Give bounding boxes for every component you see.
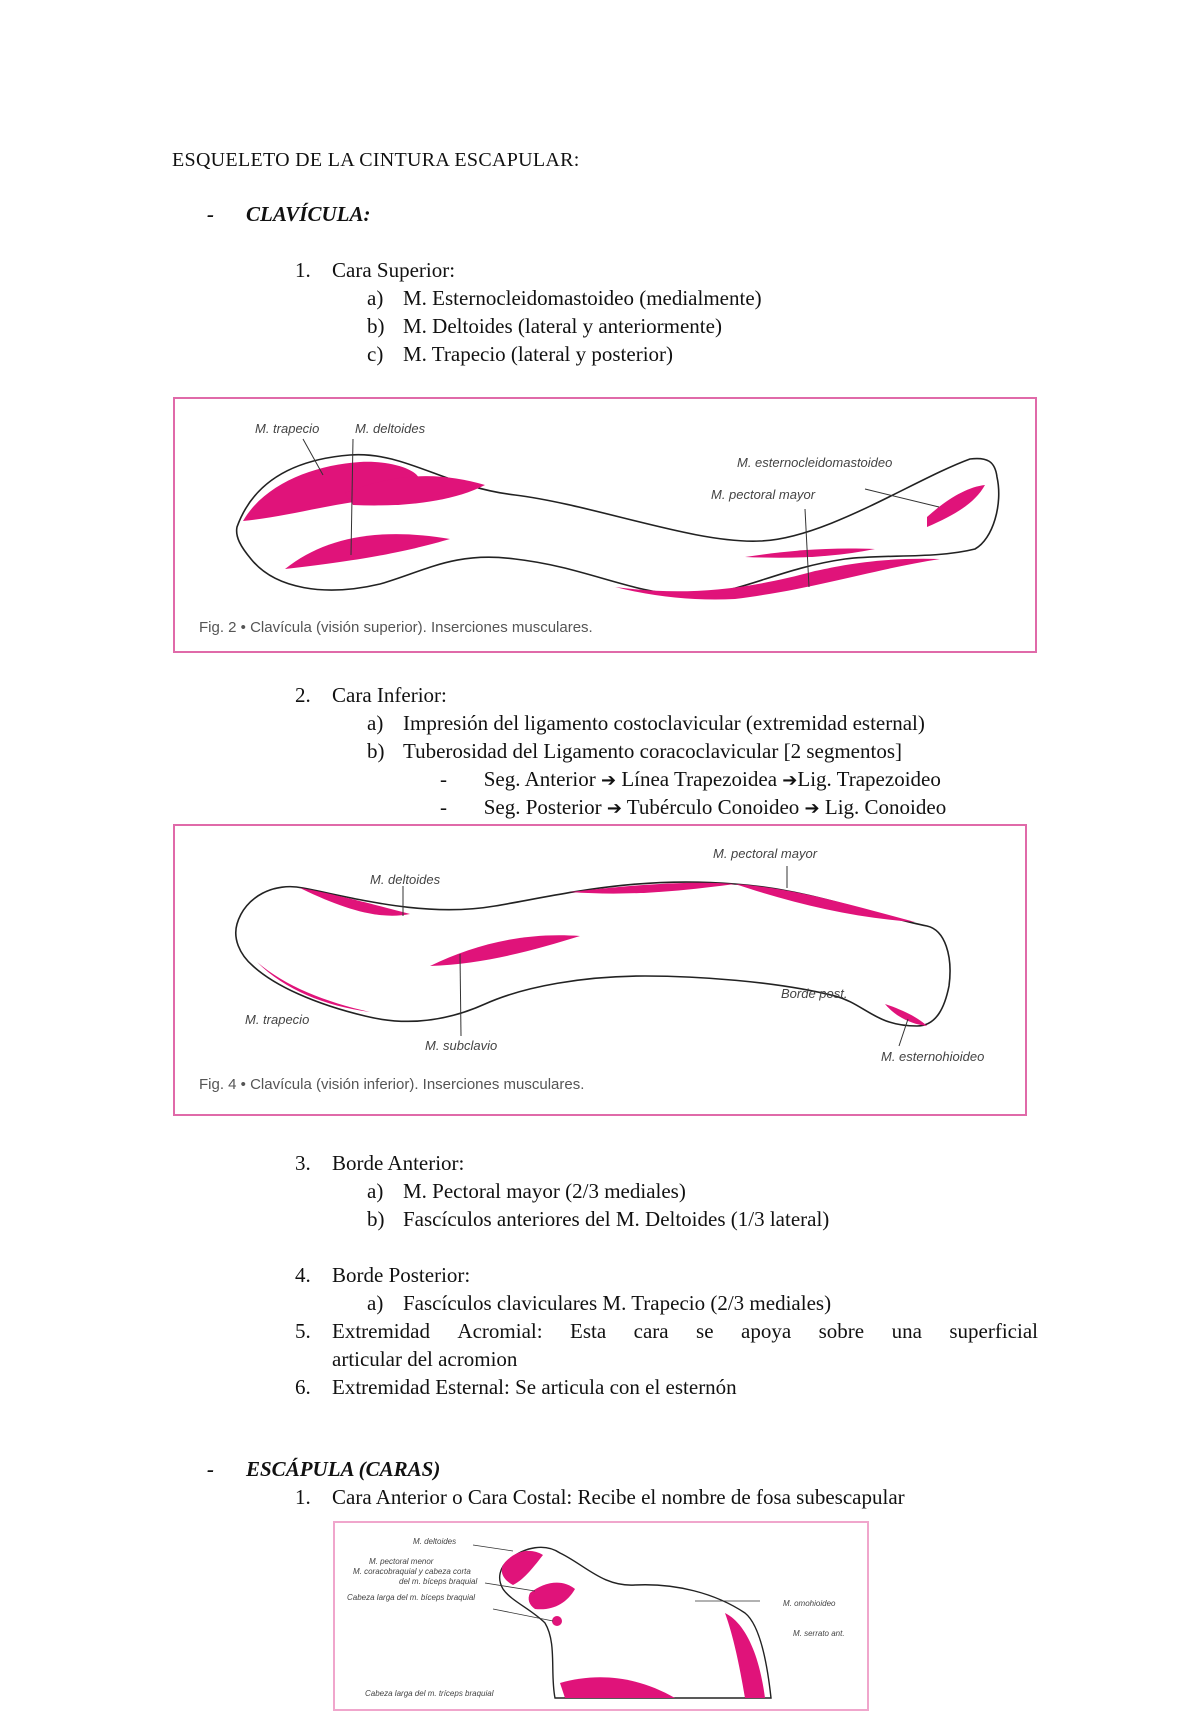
- page-title: ESQUELETO DE LA CINTURA ESCAPULAR:: [172, 149, 580, 171]
- label-pectoral-mayor: M. pectoral mayor: [713, 846, 818, 861]
- segment-part: Lig. Trapezoideo: [797, 767, 941, 791]
- item-number: 2.: [295, 683, 311, 707]
- sub-text: M. Pectoral mayor (2/3 mediales): [403, 1179, 686, 1203]
- item-label: Cara Inferior:: [332, 683, 447, 707]
- arrow-right-icon: ➔: [804, 798, 820, 819]
- word: sobre: [818, 1319, 865, 1343]
- item-number: 6.: [295, 1375, 311, 1399]
- label-deltoides: M. deltoides: [355, 421, 426, 436]
- label-omohioideo: M. omohioideo: [783, 1599, 836, 1608]
- segment-line: [440, 793, 946, 823]
- sub-text: Fascículos claviculares M. Trapecio (2/3 mediales): [403, 1291, 832, 1315]
- figure-caption: Fig. 4 • Clavícula (visión inferior). Inserciones musculares.: [199, 1076, 585, 1093]
- label-serrato: M. serrato ant.: [793, 1629, 845, 1638]
- section-bullet-escapula: -: [207, 1457, 214, 1481]
- segment-part: Seg. Anterior: [483, 767, 596, 791]
- scapula-drawing: [335, 1523, 871, 1713]
- sub-text: M. Deltoides (lateral y anteriormente): [403, 314, 722, 338]
- clavicle-superior-drawing: [175, 399, 1039, 655]
- item-number: 1.: [295, 1485, 311, 1509]
- word: Acromial:: [457, 1319, 543, 1343]
- sub-letter: a): [367, 1291, 384, 1315]
- label-pectoral-mayor: M. pectoral mayor: [711, 487, 816, 502]
- segment-part: Seg. Posterior: [483, 795, 602, 819]
- sub-letter: a): [367, 1179, 384, 1203]
- segment-part: Tubérculo Conoideo: [626, 795, 800, 819]
- segment-part: Lig. Conoideo: [824, 795, 947, 819]
- item-label: Borde Posterior:: [332, 1263, 471, 1287]
- word: apoya: [741, 1319, 792, 1343]
- figure-caption: Fig. 2 • Clavícula (visión superior). Inserciones musculares.: [199, 619, 593, 636]
- sub-text: Impresión del ligamento costoclavicular (extremidad esternal): [403, 711, 925, 735]
- segment-dash: -: [440, 795, 447, 819]
- sub-text: M. Esternocleidomastoideo (medialmente): [403, 286, 762, 310]
- sub-text: Tuberosidad del Ligamento coracoclavicular [2 segmentos]: [403, 739, 902, 763]
- figure-scapula-anterior: [333, 1521, 869, 1711]
- item-label: Cara Anterior o Cara Costal: Recibe el nombre de fosa subescapular: [332, 1485, 905, 1509]
- item-number: 4.: [295, 1263, 311, 1287]
- label-trapecio: M. trapecio: [245, 1012, 310, 1027]
- arrow-right-icon: ➔: [600, 770, 617, 791]
- label-deltoides: M. deltoides: [370, 872, 441, 887]
- label-subclavio: M. subclavio: [425, 1038, 498, 1053]
- item-label: Extremidad Esternal: Se articula con el esternón: [332, 1375, 737, 1399]
- sub-letter: b): [367, 1207, 385, 1231]
- sub-letter: a): [367, 711, 384, 735]
- word: se: [696, 1319, 714, 1343]
- word: cara: [633, 1319, 669, 1343]
- section-bullet-clavicula: -: [207, 202, 214, 226]
- muscle-biceps-larga: [552, 1616, 562, 1626]
- sub-text: M. Trapecio (lateral y posterior): [403, 342, 674, 366]
- sub-letter: c): [367, 342, 384, 366]
- label-biceps-corta: del m. bíceps braquial: [399, 1577, 478, 1586]
- clavicle-inferior-drawing: [175, 826, 1029, 1118]
- segment-part: Línea Trapezoidea: [621, 767, 778, 791]
- label-esternocleidomastoideo: M. esternocleidomastoideo: [737, 455, 893, 470]
- figure-clavicle-inferior: [173, 824, 1027, 1116]
- segment-dash: -: [440, 767, 447, 791]
- item-continuation: articular del acromion: [332, 1347, 518, 1371]
- item-number: 3.: [295, 1151, 311, 1175]
- word: superficial: [949, 1319, 1038, 1343]
- word: Extremidad: [332, 1319, 430, 1343]
- sub-letter: b): [367, 739, 385, 763]
- label-triceps-larga: Cabeza larga del m. tríceps braquial: [365, 1689, 494, 1698]
- arrow-right-icon: ➔: [782, 770, 798, 791]
- sub-text: Fascículos anteriores del M. Deltoides (1/3 lateral): [403, 1207, 830, 1231]
- item-justified-line: [332, 1317, 1038, 1345]
- label-pectoral-menor: M. pectoral menor: [369, 1557, 434, 1566]
- item-number: 1.: [295, 258, 311, 282]
- label-borde-post: Borde post.: [781, 986, 848, 1001]
- leader-line: [473, 1545, 513, 1551]
- word: una: [891, 1319, 922, 1343]
- item-label: Cara Superior:: [332, 258, 456, 282]
- figure-clavicle-superior: [173, 397, 1037, 653]
- section-heading-clavicula: CLAVÍCULA:: [246, 202, 371, 226]
- label-biceps-larga: Cabeza larga del m. bíceps braquial: [347, 1593, 476, 1602]
- word: Esta: [570, 1319, 607, 1343]
- segment-line: [440, 765, 941, 795]
- label-deltoides: M. deltoides: [413, 1537, 457, 1546]
- arrow-right-icon: ➔: [606, 798, 622, 819]
- sub-letter: a): [367, 286, 384, 310]
- label-trapecio: M. trapecio: [255, 421, 320, 436]
- section-heading-escapula: ESCÁPULA (CARAS): [246, 1457, 441, 1481]
- item-label: Borde Anterior:: [332, 1151, 465, 1175]
- sub-letter: b): [367, 314, 385, 338]
- label-coracobraquial: M. coracobraquial y cabeza corta: [353, 1567, 471, 1576]
- item-number: 5.: [295, 1319, 311, 1343]
- label-esternohioideo: M. esternohioideo: [881, 1049, 985, 1064]
